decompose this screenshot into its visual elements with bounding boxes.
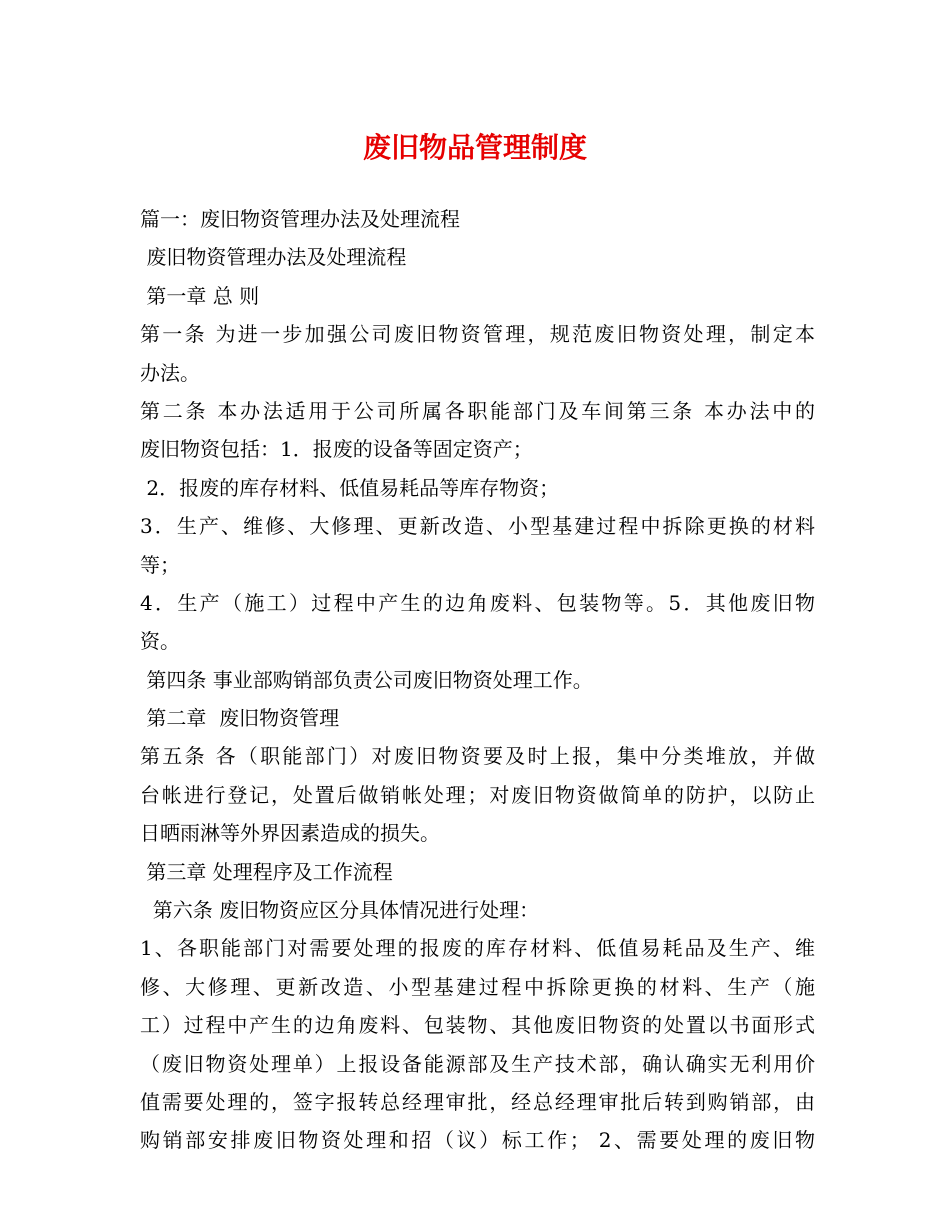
text-line: 第一条 为进一步加强公司废旧物资管理，规范废旧物资处理，制定本 xyxy=(140,322,815,347)
text-line: 废旧物资管理办法及处理流程 xyxy=(140,245,407,270)
text-line: 篇一：废旧物资管理办法及处理流程 xyxy=(140,207,460,231)
text-line: 第五条 各（职能部门）对废旧物资要及时上报，集中分类堆放，并做 xyxy=(140,744,815,769)
text-line: （废旧物资处理单）上报设备能源部及生产技术部，确认确实无利用价 xyxy=(140,1051,815,1076)
text-line: 工）过程中产生的边角废料、包装物、其他废旧物资的处置以书面形式 xyxy=(140,1013,815,1038)
text-line: 等； xyxy=(140,552,180,577)
text-line: 修、大修理、更新改造、小型基建过程中拆除更换的材料、生产（施 xyxy=(140,974,815,999)
text-line: 废旧物资包括：1．报废的设备等固定资产； xyxy=(140,437,533,462)
text-line: 2．报废的库存材料、低值易耗品等库存物资； xyxy=(140,475,560,500)
text-line: 资。 xyxy=(140,629,180,654)
text-line: 4．生产（施工）过程中产生的边角废料、包装物等。5．其他废旧物 xyxy=(140,590,815,615)
text-line: 第二章 废旧物资管理 xyxy=(140,706,340,731)
text-line: 办法。 xyxy=(140,360,200,385)
text-line: 第二条 本办法适用于公司所属各职能部门及车间第三条 本办法中的 xyxy=(140,398,815,423)
text-line: 第四条 事业部购销部负责公司废旧物资处理工作。 xyxy=(140,667,593,692)
text-line: 第一章 总 则 xyxy=(140,283,260,308)
document-title: 废旧物品管理制度 xyxy=(362,131,587,164)
text-line: 日晒雨淋等外界因素造成的损失。 xyxy=(140,821,440,846)
text-line: 第三章 处理程序及工作流程 xyxy=(140,859,393,884)
text-line: 值需要处理的，签字报转总经理审批，经总经理审批后转到购销部，由 xyxy=(140,1089,815,1114)
text-line: 3．生产、维修、大修理、更新改造、小型基建过程中拆除更换的材料 xyxy=(140,514,815,539)
text-line: 购销部安排废旧物资处理和招（议）标工作； 2、需要处理的废旧物 xyxy=(140,1128,815,1153)
text-line: 1、各职能部门对需要处理的报废的库存材料、低值易耗品及生产、维 xyxy=(140,936,815,961)
text-line: 台帐进行登记，处置后做销帐处理；对废旧物资做简单的防护，以防止 xyxy=(140,782,815,807)
text-line: 第六条 废旧物资应区分具体情况进行处理： xyxy=(140,898,540,923)
document-body xyxy=(140,200,815,1160)
